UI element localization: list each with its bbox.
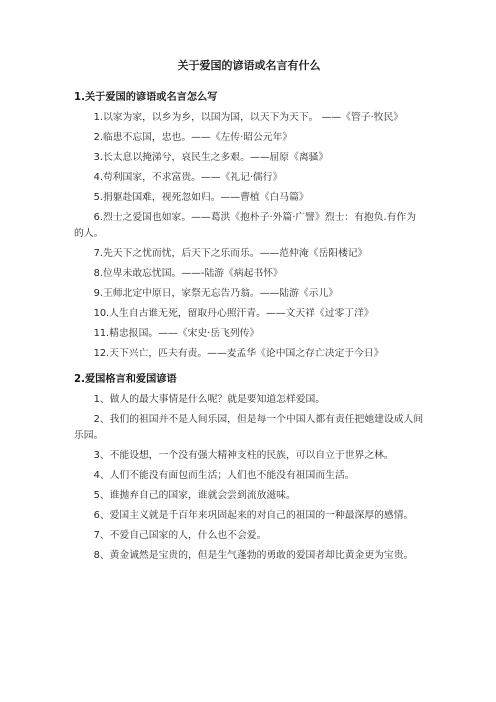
section-heading: 1.关于爱国的谚语或名言怎么写 bbox=[74, 92, 218, 103]
quote-item: 4、人们不能没有面包而生活；人们也不能没有祖国而生活。 bbox=[93, 470, 355, 481]
quote-item: 12.天下兴亡，匹夫有责。——麦孟华《论中国之存亡决定于今日》 bbox=[93, 348, 384, 359]
quote-item: 8.位卑未敢忘忧国。——-陆游《病起书怀》 bbox=[93, 268, 283, 279]
quote-item: 1、做人的最大事情是什么呢？就是要知道怎样爱国。 bbox=[93, 394, 326, 405]
quote-item: 1.以家为家，以乡为乡，以国为国，以天下为天下。 ——《管子·牧民》 bbox=[93, 112, 404, 123]
quote-item: 6、爱国主义就是千百年来巩固起来的对自己的祖国的一种最深厚的感情。 bbox=[93, 510, 414, 521]
quote-item: 5、谁抛弃自己的国家，谁就会尝到流放滋味。 bbox=[93, 490, 296, 501]
quote-item: 10.人生自古谁无死，留取丹心照汗青。——文天祥《过零丁洋》 bbox=[93, 308, 374, 319]
quote-item: 2.临患不忘国，忠也。——《左传·昭公元年》 bbox=[93, 132, 293, 143]
section-2 bbox=[74, 372, 424, 564]
quote-item: 2、我们的祖国并不是人间乐园，但是每一个中国人都有责任把她建设成人间乐园。 bbox=[74, 414, 424, 441]
quote-item: 7.先天下之忧而忧，后天下之乐而乐。——范仲淹《岳阳楼记》 bbox=[93, 248, 368, 259]
quote-item: 6.烈士之爱国也如家。——葛洪《抱朴子·外篇·广譬》烈士：有抱负.有作为的人。 bbox=[74, 212, 416, 239]
quote-item: 11.精忠报国。——《宋史·岳飞列传》 bbox=[93, 328, 260, 339]
quote-item: 4.苟利国家，不求富贵。——《礼记·儒行》 bbox=[93, 172, 283, 183]
quote-item: 3、不能设想，一个没有强大精神支柱的民族，可以自立于世界之林。 bbox=[93, 450, 394, 461]
document-title: 关于爱国的谚语或名言有什么 bbox=[177, 59, 321, 72]
quote-item: 3.长太息以掩涕兮，哀民生之多艰。——屈原《离骚》 bbox=[93, 152, 329, 163]
quote-item: 5.捐躯赴国难，视死忽如归。——曹植《白马篇》 bbox=[93, 192, 309, 203]
section-1 bbox=[74, 90, 424, 362]
section-heading: 2.爱国格言和爱国谚语 bbox=[74, 374, 177, 385]
quote-item: 9.王师北定中原日，家祭无忘告乃翁。——陆游《示儿》 bbox=[93, 288, 339, 299]
quote-item: 7、不爱自己国家的人，什么也不会爱。 bbox=[93, 530, 267, 541]
quote-item: 8、黄金诚然是宝贵的，但是生气蓬勃的勇敢的爱国者却比黄金更为宝贵。 bbox=[93, 550, 414, 561]
